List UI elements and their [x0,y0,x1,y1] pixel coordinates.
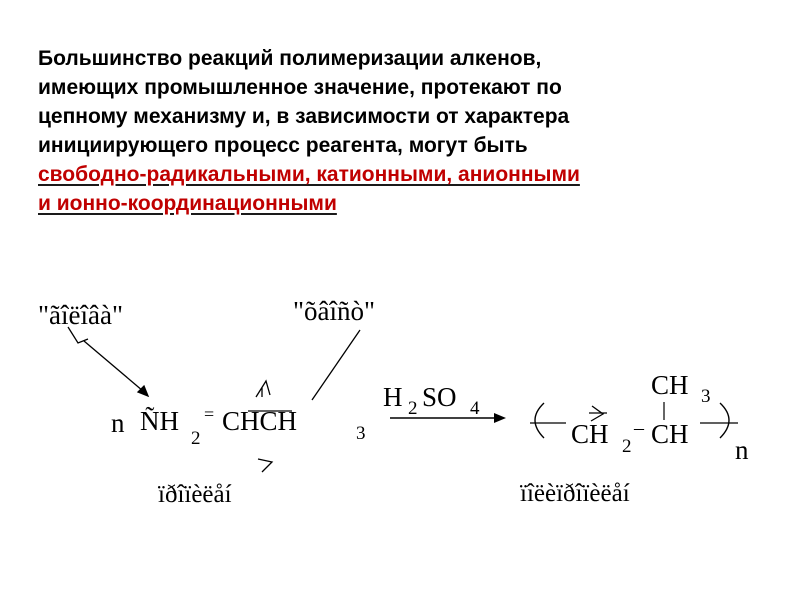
reactant-nh: ÑH [140,406,179,436]
product-subscript-3: 3 [701,386,711,407]
product-ch: CH [651,419,689,449]
mechanism-types-line-1[interactable]: свободно-радикальными, катионными, анионными [38,163,580,186]
tail-arrow [312,330,360,400]
product-bond: – [634,417,644,439]
reactant-arrowhead [256,381,270,397]
reagent-subscript-2: 2 [408,398,418,419]
paragraph-line-1: Большинство реакций полимеризации алкенов, [38,47,542,70]
paragraph-line-3: цепному механизму и, в зависимости от характера [38,105,570,128]
product-bracket-right [720,403,729,438]
monomer-arrowhead [258,459,272,472]
paragraph-line-2: имеющих промышленное значение, протекают по [38,76,562,99]
reactant-double-bond: = [204,404,215,424]
reactant-subscript-2: 2 [191,428,201,449]
reactant-subscript-3: 3 [356,423,366,444]
product-arrowhead [589,406,607,421]
head-label: "ãîëîâà" [38,300,123,330]
reagent-so: SO [422,382,457,412]
product-bracket-left [535,403,544,438]
reagent-subscript-4: 4 [470,398,480,419]
reagent-h: H [383,382,403,412]
paragraph-line-4: инициирующего процесс реагента, могут быть [38,134,528,157]
reaction-arrow [390,413,506,423]
reactant-chch: CHCH [222,406,298,436]
product-subscript-2: 2 [622,436,632,457]
monomer-name: ïðîïèëåí [158,481,232,508]
coefficient-n: n [111,408,125,438]
polymer-name: ïîëèïðîïèëåí [520,480,630,507]
product-ch2: CH [571,419,609,449]
tail-label: "õâîñò" [293,296,376,326]
product-ch3: CH [651,370,689,400]
head-arrow [68,327,148,396]
product-n: n [735,435,749,465]
mechanism-types-line-2[interactable]: и ионно-координационными [38,192,337,215]
